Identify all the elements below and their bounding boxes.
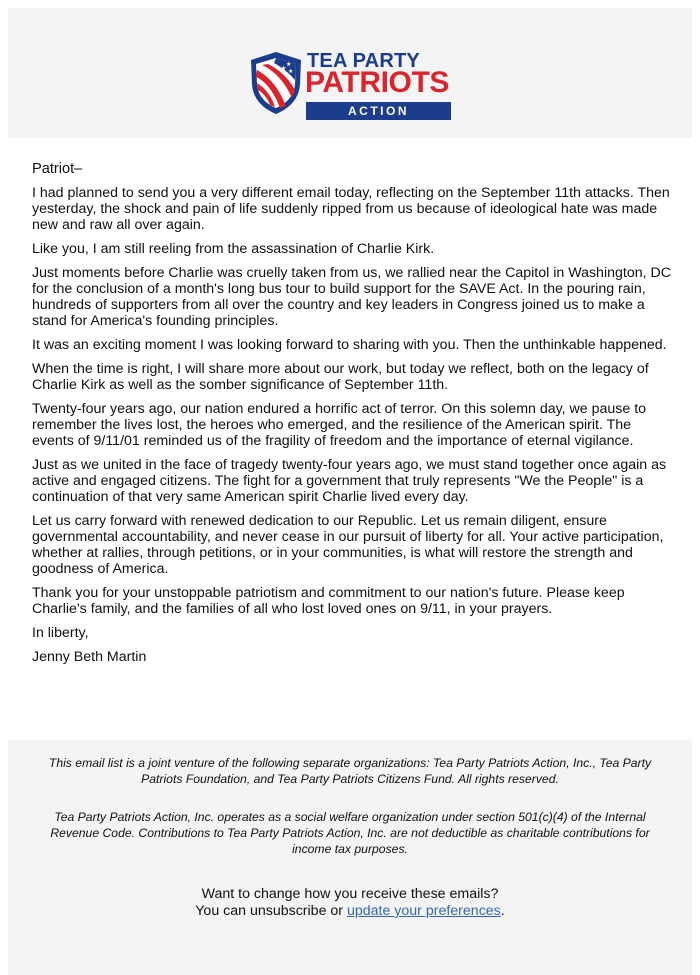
footer-unsubscribe-line bbox=[8, 903, 692, 920]
email-footer bbox=[8, 740, 692, 975]
footer-preferences-question: Want to change how you receive these emails? bbox=[201, 886, 499, 902]
svg-text:★: ★ bbox=[281, 65, 287, 72]
email-paragraph: Like you, I am still reeling from the assassination of Charlie Kirk. bbox=[32, 241, 435, 257]
update-preferences-link[interactable]: update your preferences bbox=[346, 903, 501, 919]
footer-preferences bbox=[8, 886, 692, 920]
logo-text-action: ACTION bbox=[306, 102, 451, 120]
svg-text:★: ★ bbox=[288, 68, 294, 75]
footer-unsubscribe-text: You can unsubscribe or bbox=[195, 903, 347, 919]
email-greeting: Patriot– bbox=[32, 161, 83, 177]
email-paragraph: Just moments before Charlie was cruelly taken from us, we rallied near the Capitol in Washington, DC for the conclusion of a month's long bus tour to build support for the SAVE Act. In the pouring rain, hundreds of supporters from all over the country and key leaders in Congress joined us to make a stand for America's founding principles. bbox=[32, 265, 671, 329]
footer-period: . bbox=[500, 903, 505, 919]
email-paragraph: Just as we united in the face of tragedy twenty-four years ago, we must stand together once again as active and engaged citizens. The fight for a government that truly represents "We the People" is a continuation of that very same American spirit Charlie lived every day. bbox=[32, 457, 667, 505]
email-paragraph: Twenty-four years ago, our nation endured a horrific act of terror. On this solemn day, we pause to remember the lives lost, the heroes who emerged, and the resilience of the American spirit. The events of 9/11/01 reminded us of the fragility of freedom and the importance of eternal vigilance. bbox=[32, 401, 647, 449]
svg-text:★: ★ bbox=[286, 61, 292, 68]
footer-tax-disclaimer: Tea Party Patriots Action, Inc. operates as a social welfare organization under section 501(c)(4) of the Internal Revenue Code. Contributions to Tea Party Patriots Action, Inc. are not deductible as charitable contributions for income tax purposes. bbox=[50, 810, 650, 856]
logo-text-tea-party: TEA PARTY bbox=[307, 50, 420, 72]
footer-joint-venture-notice: This email list is a joint venture of the following separate organizations: Tea Party Patriots Action, Inc., Tea Party Patriots Foundation, and Tea Party Patriots Citizens Fund. All rights reserved. bbox=[48, 756, 652, 786]
email-signature: Jenny Beth Martin bbox=[32, 649, 147, 665]
logo-text-patriots: PATRIOTS bbox=[305, 66, 450, 99]
email-header bbox=[8, 8, 692, 138]
email-closing: In liberty, bbox=[32, 625, 89, 641]
email-paragraph: When the time is right, I will share more about our work, but today we reflect, both on the legacy of Charlie Kirk as well as the somber significance of September 11th. bbox=[32, 361, 649, 393]
email-paragraph: I had planned to send you a very different email today, reflecting on the September 11th attacks. Then yesterday, the shock and pain of life suddenly ripped from us because of ideological hate was made new and raw all over again. bbox=[32, 185, 670, 233]
shield-flag-icon bbox=[248, 50, 304, 116]
tea-party-patriots-action-logo[interactable] bbox=[248, 50, 468, 126]
email-paragraph: It was an exciting moment I was looking forward to sharing with you. Then the unthinkable happened. bbox=[32, 337, 667, 353]
email-paragraph: Let us carry forward with renewed dedication to our Republic. Let us remain diligent, ensure governmental accountability, and never cease in our pursuit of liberty for all. Your active participation, whether at rallies, through petitions, or in your communities, is what will restore the strength and goodness of America. bbox=[32, 513, 664, 577]
email-body bbox=[32, 160, 672, 673]
email-paragraph: Thank you for your unstoppable patriotism and commitment to our nation's future. Please keep Charlie's family, and the families of all who lost loved ones on 9/11, in your prayers. bbox=[32, 585, 625, 617]
